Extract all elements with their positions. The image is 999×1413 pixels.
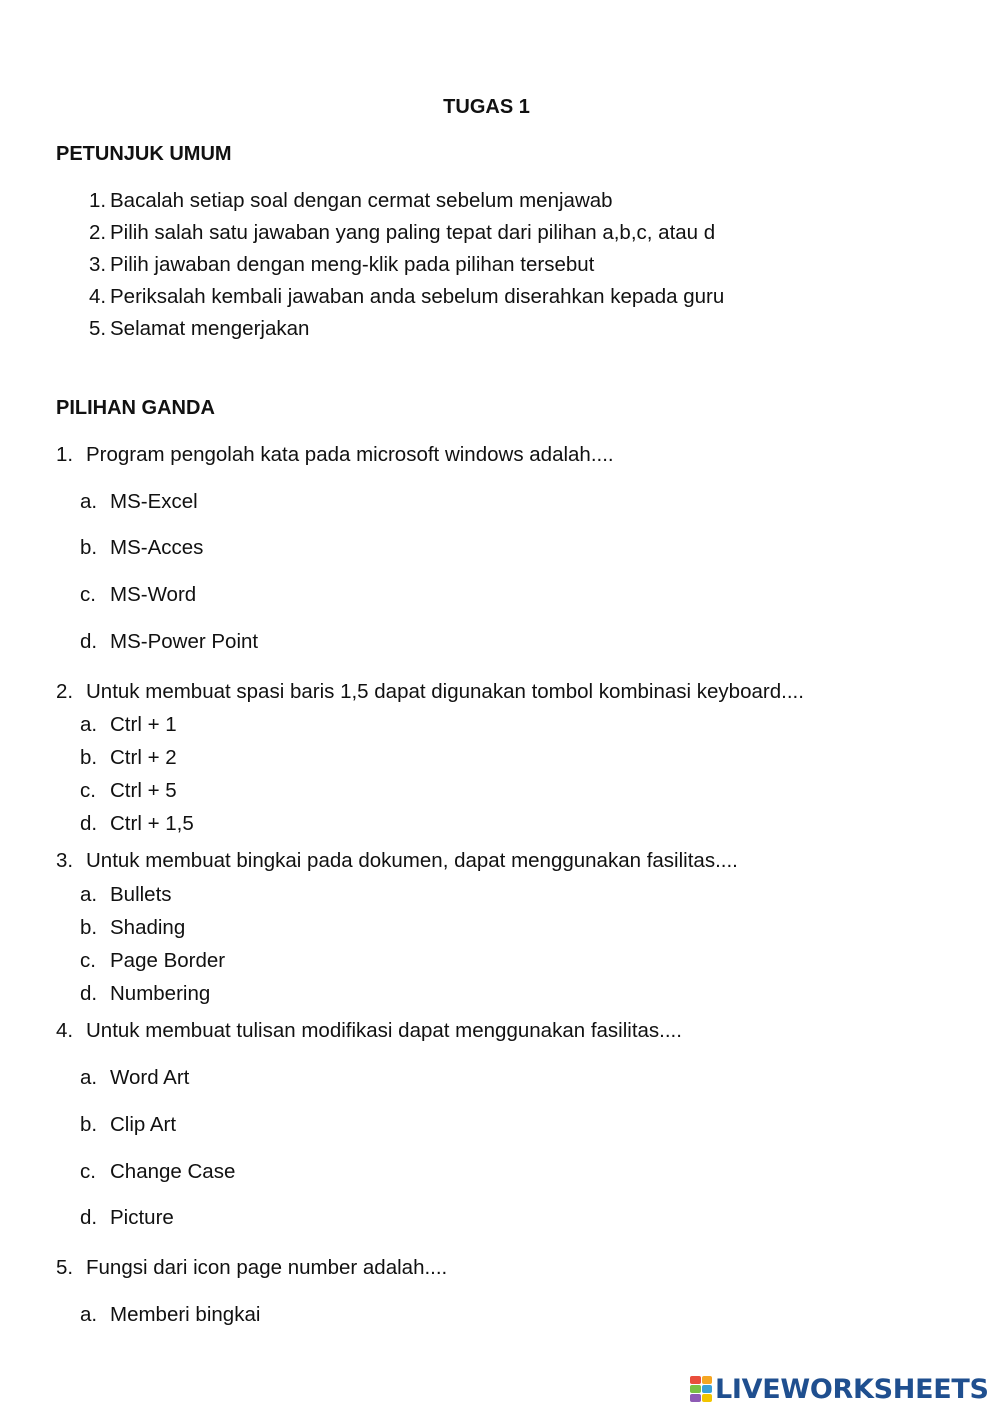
question-text: Untuk membuat bingkai pada dokumen, dapat menggunakan fasilitas.... <box>86 849 738 872</box>
question-number: 2. <box>56 680 74 703</box>
option-text[interactable]: Ctrl + 1 <box>110 713 177 736</box>
option-text[interactable]: Ctrl + 5 <box>110 779 177 802</box>
option-letter[interactable]: c. <box>80 1160 96 1183</box>
question-number: 4. <box>56 1019 74 1042</box>
option-text[interactable]: MS-Power Point <box>110 630 259 653</box>
logo-block <box>702 1394 713 1402</box>
question-text: Untuk membuat tulisan modifikasi dapat menggunakan fasilitas.... <box>86 1019 682 1042</box>
option-letter[interactable]: b. <box>80 1113 98 1136</box>
option-text[interactable]: MS-Acces <box>110 536 204 559</box>
instruction-number: 3. <box>89 253 107 276</box>
option-letter[interactable]: b. <box>80 916 98 939</box>
multiple-choice-heading: PILIHAN GANDA <box>56 397 215 419</box>
option-letter[interactable]: d. <box>80 982 98 1005</box>
option-letter[interactable]: a. <box>80 713 98 736</box>
option-letter[interactable]: a. <box>80 1066 98 1089</box>
option-text[interactable]: Bullets <box>110 883 172 906</box>
question-text: Fungsi dari icon page number adalah.... <box>86 1256 448 1279</box>
option-text[interactable]: Clip Art <box>110 1113 177 1136</box>
option-letter[interactable]: d. <box>80 812 98 835</box>
option-text[interactable]: Memberi bingkai <box>110 1303 261 1326</box>
option-letter[interactable]: b. <box>80 536 98 559</box>
option-text[interactable]: Ctrl + 2 <box>110 746 177 769</box>
logo-block <box>690 1394 701 1402</box>
option-letter[interactable]: b. <box>80 746 98 769</box>
option-text[interactable]: Page Border <box>110 949 226 972</box>
instruction-number: 2. <box>89 221 107 244</box>
option-text[interactable]: MS-Word <box>110 583 197 606</box>
option-letter[interactable]: d. <box>80 1206 98 1229</box>
instruction-number: 5. <box>89 317 107 340</box>
liveworksheets-logo <box>690 1372 989 1406</box>
option-text[interactable]: Shading <box>110 916 186 939</box>
option-letter[interactable]: a. <box>80 1303 98 1326</box>
instruction-text: Pilih salah satu jawaban yang paling tepat dari pilihan a,b,c, atau d <box>110 221 716 244</box>
option-letter[interactable]: a. <box>80 490 98 513</box>
logo-block <box>702 1376 713 1384</box>
option-letter[interactable]: c. <box>80 779 96 802</box>
option-letter[interactable]: c. <box>80 583 96 606</box>
instruction-text: Selamat mengerjakan <box>110 317 310 340</box>
option-text[interactable]: Numbering <box>110 982 211 1005</box>
instruction-text: Bacalah setiap soal dengan cermat sebelum menjawab <box>110 189 613 212</box>
option-letter[interactable]: c. <box>80 949 96 972</box>
option-text[interactable]: Change Case <box>110 1160 236 1183</box>
logo-block <box>690 1376 701 1384</box>
question-text: Untuk membuat spasi baris 1,5 dapat digunakan tombol kombinasi keyboard.... <box>86 680 804 703</box>
question-number: 1. <box>56 443 74 466</box>
liveworksheets-logo-icon <box>690 1376 712 1402</box>
option-letter[interactable]: a. <box>80 883 98 906</box>
liveworksheets-logo-text: LIVEWORKSHEETS <box>715 1373 989 1405</box>
option-text[interactable]: MS-Excel <box>110 490 198 513</box>
option-text[interactable]: Word Art <box>110 1066 190 1089</box>
question-text: Program pengolah kata pada microsoft windows adalah.... <box>86 443 614 466</box>
option-text[interactable]: Ctrl + 1,5 <box>110 812 194 835</box>
instruction-text: Pilih jawaban dengan meng-klik pada pilihan tersebut <box>110 253 595 276</box>
instruction-number: 1. <box>89 189 107 212</box>
instruction-number: 4. <box>89 285 107 308</box>
option-letter[interactable]: d. <box>80 630 98 653</box>
option-text[interactable]: Picture <box>110 1206 174 1229</box>
question-number: 3. <box>56 849 74 872</box>
instruction-text: Periksalah kembali jawaban anda sebelum diserahkan kepada guru <box>110 285 725 308</box>
page-title: TUGAS 1 <box>443 96 530 118</box>
logo-block <box>702 1385 713 1393</box>
instructions-heading: PETUNJUK UMUM <box>56 143 232 165</box>
logo-block <box>690 1385 701 1393</box>
question-number: 5. <box>56 1256 74 1279</box>
